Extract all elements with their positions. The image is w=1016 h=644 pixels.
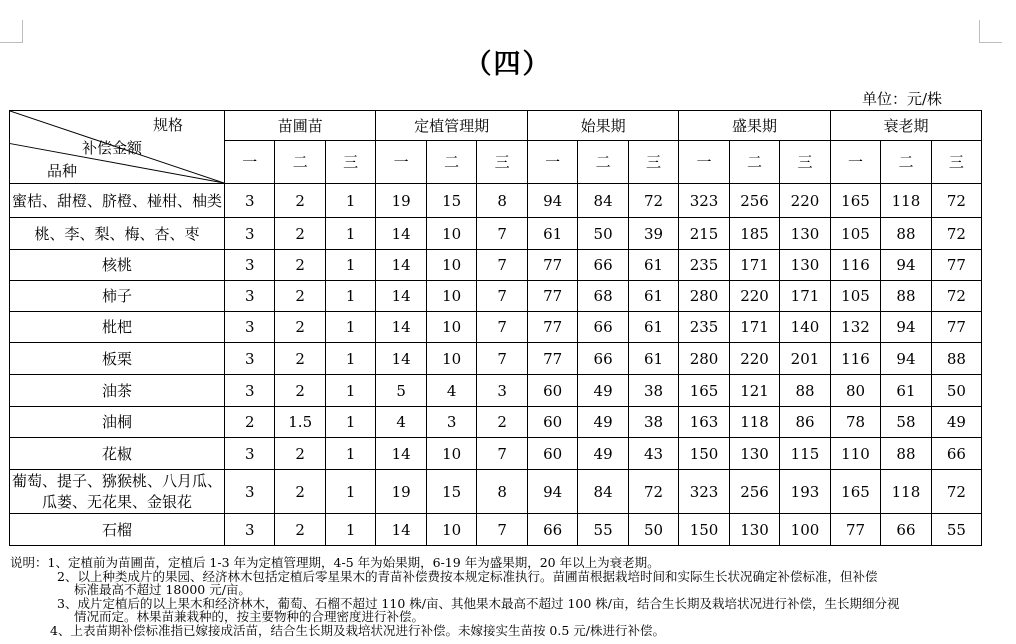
value-cell: 3	[225, 250, 275, 281]
note-line: 2、以上种类成片的果园、经济林木包括定植后零星果木的青苗补偿费按本规定标准执行。苗圃苗根据栽培时间和实际生长状况确定补偿标准，但补偿	[57, 568, 878, 584]
table-row	[10, 281, 982, 312]
value-cell: 86	[780, 407, 831, 438]
value-cell: 94	[881, 250, 931, 281]
value-cell: 105	[830, 218, 880, 250]
value-cell: 2	[275, 250, 325, 281]
value-cell: 1	[325, 470, 376, 514]
value-cell: 171	[729, 250, 779, 281]
corner-label-amount: 补偿金额	[82, 139, 143, 157]
value-cell: 49	[931, 407, 982, 438]
value-cell: 2	[275, 312, 325, 343]
value-cell: 19	[376, 184, 426, 218]
value-cell: 72	[931, 281, 982, 312]
value-cell: 10	[426, 250, 476, 281]
value-cell: 66	[527, 514, 577, 546]
value-cell: 130	[780, 218, 831, 250]
value-cell: 118	[881, 470, 931, 514]
table-row	[10, 218, 982, 250]
value-cell: 61	[527, 218, 577, 250]
group-header-peak-fruit: 盛果期	[679, 111, 830, 141]
value-cell: 220	[729, 281, 779, 312]
value-cell: 68	[578, 281, 628, 312]
value-cell: 55	[578, 514, 628, 546]
variety-name-cell: 枇杷	[10, 312, 225, 343]
value-cell: 88	[881, 438, 931, 470]
value-cell: 1	[325, 218, 376, 250]
value-cell: 39	[628, 218, 679, 250]
value-cell: 38	[628, 407, 679, 438]
value-cell: 84	[578, 184, 628, 218]
corner-label-spec: 规格	[153, 116, 184, 134]
compensation-table	[9, 110, 982, 546]
value-cell: 7	[477, 250, 528, 281]
note-line: 标准最高不超过 18000 元/亩。	[74, 582, 251, 597]
variety-name-cell: 石榴	[10, 514, 225, 546]
value-cell: 165	[679, 375, 729, 407]
value-cell: 3	[225, 514, 275, 546]
value-cell: 201	[780, 343, 831, 375]
grade-header: 三	[780, 141, 831, 184]
value-cell: 55	[931, 514, 982, 546]
value-cell: 130	[729, 438, 779, 470]
note-line: 情况而定。林果苗兼栽种的，按主要物种的合理密度进行补偿。	[74, 609, 425, 624]
value-cell: 14	[376, 218, 426, 250]
value-cell: 88	[780, 375, 831, 407]
value-cell: 2	[275, 281, 325, 312]
value-cell: 61	[881, 375, 931, 407]
value-cell: 49	[578, 375, 628, 407]
value-cell: 1	[325, 281, 376, 312]
value-cell: 220	[780, 184, 831, 218]
variety-name-cell: 柿子	[10, 281, 225, 312]
table-row	[10, 407, 982, 438]
table-row	[10, 470, 982, 514]
value-cell: 2	[275, 438, 325, 470]
variety-name-line: 葡萄、提子、猕猴桃、八月瓜、	[11, 471, 222, 490]
grade-header: 一	[376, 141, 426, 184]
value-cell: 3	[225, 343, 275, 375]
value-cell: 1	[325, 343, 376, 375]
value-cell: 3	[225, 312, 275, 343]
value-cell: 3	[225, 184, 275, 218]
value-cell: 256	[729, 184, 779, 218]
value-cell: 3	[225, 281, 275, 312]
value-cell: 185	[729, 218, 779, 250]
value-cell: 60	[527, 438, 577, 470]
value-cell: 116	[830, 250, 880, 281]
unit-label: 单位：元/株	[862, 90, 943, 108]
value-cell: 66	[578, 343, 628, 375]
value-cell: 130	[780, 250, 831, 281]
grade-header: 二	[426, 141, 476, 184]
value-cell: 5	[376, 375, 426, 407]
grade-header: 一	[679, 141, 729, 184]
value-cell: 15	[426, 470, 476, 514]
value-cell: 78	[830, 407, 880, 438]
page-corner-mark-left	[0, 20, 23, 43]
value-cell: 193	[780, 470, 831, 514]
grade-header: 三	[325, 141, 376, 184]
grade-header: 三	[628, 141, 679, 184]
value-cell: 49	[578, 438, 628, 470]
value-cell: 2	[275, 375, 325, 407]
corner-label-variety: 品种	[47, 162, 78, 180]
notes-section	[10, 556, 1000, 637]
value-cell: 3	[225, 218, 275, 250]
value-cell: 132	[830, 312, 880, 343]
value-cell: 2	[275, 470, 325, 514]
value-cell: 72	[628, 470, 679, 514]
value-cell: 66	[578, 250, 628, 281]
value-cell: 1	[325, 184, 376, 218]
value-cell: 2	[275, 343, 325, 375]
value-cell: 115	[780, 438, 831, 470]
value-cell: 61	[628, 343, 679, 375]
group-header-decline: 衰老期	[830, 111, 981, 141]
value-cell: 171	[780, 281, 831, 312]
value-cell: 323	[679, 470, 729, 514]
value-cell: 66	[578, 312, 628, 343]
value-cell: 121	[729, 375, 779, 407]
table-row	[10, 250, 982, 281]
value-cell: 8	[477, 184, 528, 218]
value-cell: 1	[325, 312, 376, 343]
value-cell: 84	[578, 470, 628, 514]
value-cell: 2	[477, 407, 528, 438]
value-cell: 94	[527, 184, 577, 218]
grade-header: 一	[225, 141, 275, 184]
value-cell: 7	[477, 312, 528, 343]
value-cell: 2	[275, 514, 325, 546]
value-cell: 61	[628, 250, 679, 281]
value-cell: 77	[527, 343, 577, 375]
value-cell: 10	[426, 281, 476, 312]
grade-header: 三	[931, 141, 982, 184]
value-cell: 88	[881, 218, 931, 250]
value-cell: 130	[729, 514, 779, 546]
value-cell: 50	[931, 375, 982, 407]
value-cell: 4	[376, 407, 426, 438]
value-cell: 72	[931, 470, 982, 514]
value-cell: 140	[780, 312, 831, 343]
value-cell: 150	[679, 514, 729, 546]
value-cell: 150	[679, 438, 729, 470]
variety-name-line: 瓜蒌、无花果、金银花	[41, 492, 192, 511]
value-cell: 61	[628, 281, 679, 312]
value-cell: 80	[830, 375, 880, 407]
table-row	[10, 514, 982, 546]
grade-header: 二	[275, 141, 325, 184]
value-cell: 77	[527, 312, 577, 343]
value-cell: 280	[679, 343, 729, 375]
value-cell: 323	[679, 184, 729, 218]
value-cell: 88	[881, 281, 931, 312]
value-cell: 19	[376, 470, 426, 514]
grade-header: 三	[477, 141, 528, 184]
value-cell: 14	[376, 343, 426, 375]
value-cell: 3	[225, 470, 275, 514]
value-cell: 110	[830, 438, 880, 470]
value-cell: 3	[426, 407, 476, 438]
value-cell: 14	[376, 312, 426, 343]
value-cell: 7	[477, 281, 528, 312]
value-cell: 66	[931, 438, 982, 470]
header-row-groups	[10, 111, 982, 141]
value-cell: 61	[628, 312, 679, 343]
value-cell: 8	[477, 470, 528, 514]
value-cell: 77	[527, 250, 577, 281]
value-cell: 88	[931, 343, 982, 375]
value-cell: 3	[225, 375, 275, 407]
value-cell: 10	[426, 438, 476, 470]
value-cell: 77	[527, 281, 577, 312]
note-line: 4、上表苗期补偿标准指已嫁接成活苗，结合生长期及栽培状况进行补偿。未嫁接实生苗按 0.5 元/株进行补偿。	[50, 622, 665, 638]
value-cell: 72	[628, 184, 679, 218]
value-cell: 1	[325, 514, 376, 546]
value-cell: 77	[931, 250, 982, 281]
value-cell: 94	[881, 343, 931, 375]
value-cell: 72	[931, 184, 982, 218]
value-cell: 7	[477, 514, 528, 546]
value-cell: 7	[477, 343, 528, 375]
table-row	[10, 184, 982, 218]
value-cell: 14	[376, 514, 426, 546]
value-cell: 1	[325, 407, 376, 438]
value-cell: 60	[527, 375, 577, 407]
value-cell: 77	[830, 514, 880, 546]
value-cell: 100	[780, 514, 831, 546]
value-cell: 280	[679, 281, 729, 312]
value-cell: 215	[679, 218, 729, 250]
value-cell: 10	[426, 514, 476, 546]
table-row	[10, 343, 982, 375]
grade-header: 二	[729, 141, 779, 184]
variety-name-cell: 核桃	[10, 250, 225, 281]
value-cell: 94	[527, 470, 577, 514]
note-line: 3、成片定植后的以上果木和经济林木，葡萄、石榴不超过 110 株/亩、其他果木最高不超过 100 株/亩，结合生长期及栽培状况进行补偿，生长期细分视	[57, 595, 900, 611]
variety-name-cell: 花椒	[10, 438, 225, 470]
value-cell: 15	[426, 184, 476, 218]
value-cell: 2	[275, 218, 325, 250]
value-cell: 1.5	[275, 407, 325, 438]
value-cell: 220	[729, 343, 779, 375]
value-cell: 7	[477, 438, 528, 470]
value-cell: 7	[477, 218, 528, 250]
value-cell: 14	[376, 281, 426, 312]
value-cell: 256	[729, 470, 779, 514]
group-header-nursery: 苗圃苗	[225, 111, 376, 141]
value-cell: 165	[830, 184, 880, 218]
value-cell: 10	[426, 312, 476, 343]
value-cell: 118	[729, 407, 779, 438]
value-cell: 14	[376, 438, 426, 470]
value-cell: 3	[225, 438, 275, 470]
page-corner-mark-right	[979, 20, 1002, 43]
table-row	[10, 312, 982, 343]
variety-name-cell: 桃、李、梨、梅、杏、枣	[10, 218, 225, 250]
grade-header: 二	[578, 141, 628, 184]
value-cell: 163	[679, 407, 729, 438]
value-cell: 3	[477, 375, 528, 407]
value-cell: 58	[881, 407, 931, 438]
value-cell: 66	[881, 514, 931, 546]
group-header-initial-fruit: 始果期	[527, 111, 678, 141]
variety-name-cell: 油桐	[10, 407, 225, 438]
value-cell: 50	[578, 218, 628, 250]
value-cell: 94	[881, 312, 931, 343]
group-header-planting: 定植管理期	[376, 111, 527, 141]
header-corner-cell	[10, 111, 225, 184]
value-cell: 14	[376, 250, 426, 281]
value-cell: 1	[325, 375, 376, 407]
table-row	[10, 438, 982, 470]
value-cell: 72	[931, 218, 982, 250]
value-cell: 77	[931, 312, 982, 343]
value-cell: 235	[679, 312, 729, 343]
value-cell: 49	[578, 407, 628, 438]
table-row	[10, 375, 982, 407]
value-cell: 105	[830, 281, 880, 312]
value-cell: 60	[527, 407, 577, 438]
grade-header: 一	[527, 141, 577, 184]
note-line: 说明：1、定植前为苗圃苗，定植后 1-3 年为定植管理期，4-5 年为始果期，6-19 年为盛果期，20 年以上为衰老期。	[10, 555, 660, 570]
value-cell: 4	[426, 375, 476, 407]
value-cell: 118	[881, 184, 931, 218]
grade-header: 一	[830, 141, 880, 184]
value-cell: 116	[830, 343, 880, 375]
page-title: （四）	[464, 49, 552, 80]
value-cell: 43	[628, 438, 679, 470]
grade-header: 二	[881, 141, 931, 184]
variety-name-cell: 油茶	[10, 375, 225, 407]
value-cell: 165	[830, 470, 880, 514]
value-cell: 50	[628, 514, 679, 546]
value-cell: 10	[426, 218, 476, 250]
value-cell: 2	[275, 184, 325, 218]
variety-name-cell: 蜜桔、甜橙、脐橙、椪柑、柚类	[10, 184, 225, 218]
value-cell: 38	[628, 375, 679, 407]
variety-name-cell: 板栗	[10, 343, 225, 375]
value-cell: 1	[325, 250, 376, 281]
value-cell: 2	[225, 407, 275, 438]
value-cell: 171	[729, 312, 779, 343]
value-cell: 10	[426, 343, 476, 375]
variety-name-cell	[10, 470, 225, 514]
value-cell: 235	[679, 250, 729, 281]
value-cell: 1	[325, 438, 376, 470]
